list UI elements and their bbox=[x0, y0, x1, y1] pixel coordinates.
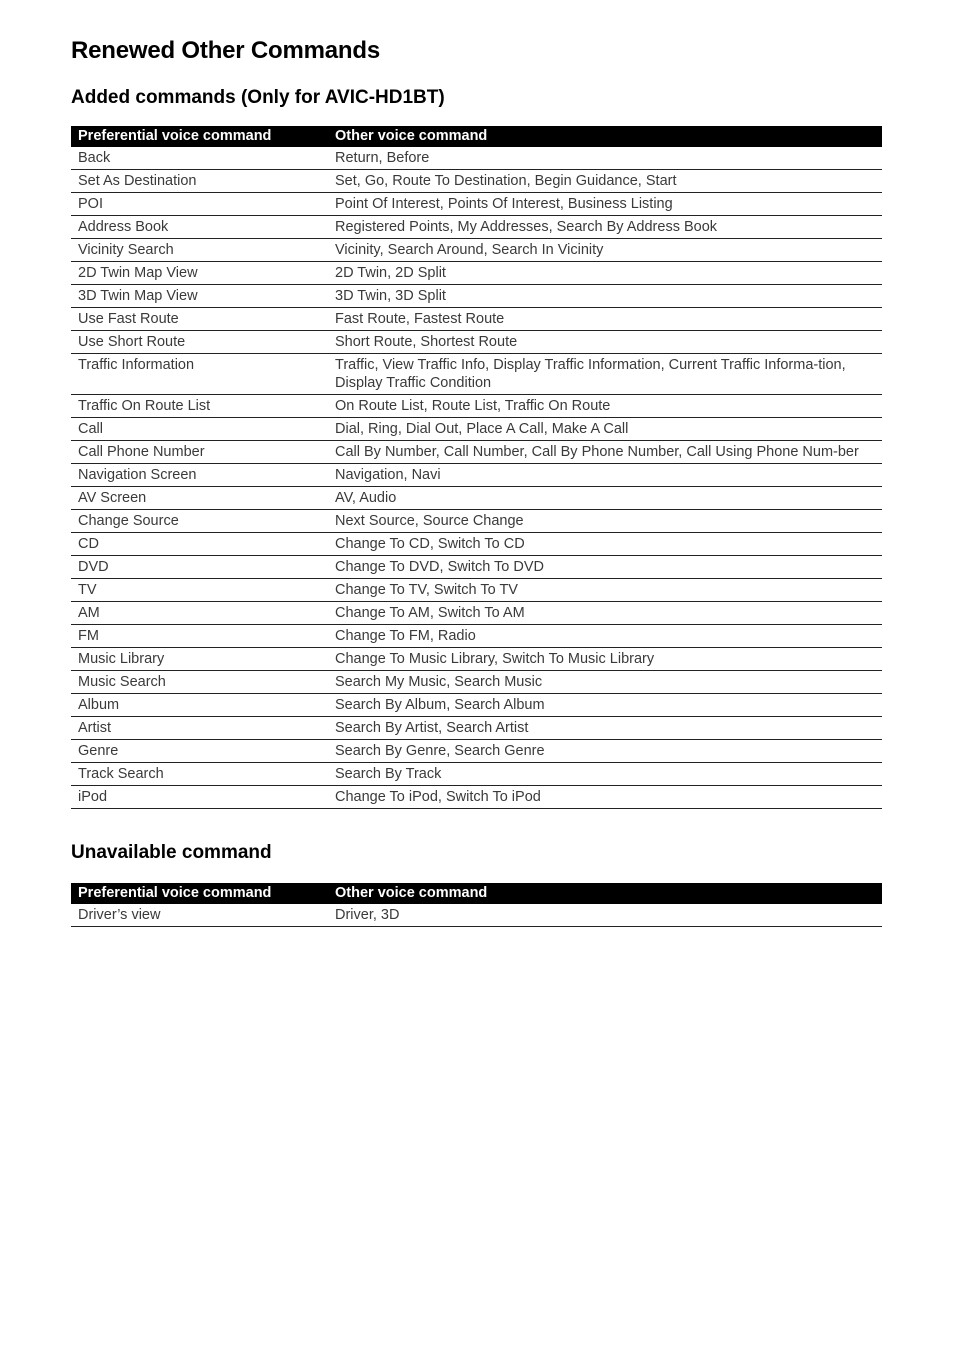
preferential-command-cell: AV Screen bbox=[71, 487, 328, 510]
preferential-command-cell: Call bbox=[71, 418, 328, 441]
table-row bbox=[71, 354, 882, 395]
table-row bbox=[71, 648, 882, 671]
other-command-cell: Call By Number, Call Number, Call By Phone Number, Call Using Phone Num-ber bbox=[328, 441, 882, 464]
other-command-cell: Return, Before bbox=[328, 147, 882, 170]
preferential-command-cell: 2D Twin Map View bbox=[71, 262, 328, 285]
preferential-command-cell: Navigation Screen bbox=[71, 464, 328, 487]
table-row bbox=[71, 216, 882, 239]
other-command-cell: Next Source, Source Change bbox=[328, 510, 882, 533]
other-command-cell: Search By Genre, Search Genre bbox=[328, 740, 882, 763]
other-command-cell: Driver, 3D bbox=[328, 904, 882, 927]
unavailable-command-heading: Unavailable command bbox=[71, 842, 272, 863]
table-row bbox=[71, 694, 882, 717]
unavailable-command-body bbox=[71, 904, 882, 927]
preferential-command-cell: Artist bbox=[71, 717, 328, 740]
other-command-cell: Change To AM, Switch To AM bbox=[328, 602, 882, 625]
table-row bbox=[71, 395, 882, 418]
table-row bbox=[71, 579, 882, 602]
preferential-command-cell: Back bbox=[71, 147, 328, 170]
added-commands-table bbox=[71, 126, 882, 809]
table-row bbox=[71, 763, 882, 786]
other-command-cell: Traffic, View Traffic Info, Display Traffic Information, Current Traffic Informa-tion, Display Traffic Condition bbox=[328, 354, 882, 395]
table-row bbox=[71, 441, 882, 464]
other-command-cell: On Route List, Route List, Traffic On Route bbox=[328, 395, 882, 418]
other-command-cell: Search By Track bbox=[328, 763, 882, 786]
table-row bbox=[71, 418, 882, 441]
other-command-cell: Navigation, Navi bbox=[328, 464, 882, 487]
table-row bbox=[71, 331, 882, 354]
other-command-cell: Set, Go, Route To Destination, Begin Guidance, Start bbox=[328, 170, 882, 193]
table-row bbox=[71, 464, 882, 487]
table-row bbox=[71, 786, 882, 809]
preferential-command-cell: Call Phone Number bbox=[71, 441, 328, 464]
table-row bbox=[71, 533, 882, 556]
preferential-command-cell: DVD bbox=[71, 556, 328, 579]
table-row bbox=[71, 193, 882, 216]
other-command-cell: Change To Music Library, Switch To Music Library bbox=[328, 648, 882, 671]
table-row bbox=[71, 308, 882, 331]
table-row bbox=[71, 487, 882, 510]
table-row bbox=[71, 740, 882, 763]
preferential-command-cell: POI bbox=[71, 193, 328, 216]
preferential-command-cell: Music Library bbox=[71, 648, 328, 671]
table-row bbox=[71, 671, 882, 694]
preferential-command-cell: AM bbox=[71, 602, 328, 625]
other-command-cell: 3D Twin, 3D Split bbox=[328, 285, 882, 308]
other-command-cell: Search By Album, Search Album bbox=[328, 694, 882, 717]
table-row bbox=[71, 147, 882, 170]
other-command-cell: Vicinity, Search Around, Search In Vicinity bbox=[328, 239, 882, 262]
table-row bbox=[71, 262, 882, 285]
unavailable-command-table bbox=[71, 883, 882, 927]
table-row bbox=[71, 285, 882, 308]
column-header: Other voice command bbox=[328, 883, 882, 904]
other-command-cell: Registered Points, My Addresses, Search By Address Book bbox=[328, 216, 882, 239]
preferential-command-cell: Set As Destination bbox=[71, 170, 328, 193]
table-row bbox=[71, 717, 882, 740]
added-commands-heading: Added commands (Only for AVIC-HD1BT) bbox=[71, 87, 445, 108]
table-header-row bbox=[71, 126, 882, 147]
column-header: Preferential voice command bbox=[71, 126, 328, 147]
preferential-command-cell: FM bbox=[71, 625, 328, 648]
other-command-cell: Change To iPod, Switch To iPod bbox=[328, 786, 882, 809]
table-row bbox=[71, 510, 882, 533]
table-row bbox=[71, 556, 882, 579]
preferential-command-cell: Use Fast Route bbox=[71, 308, 328, 331]
preferential-command-cell: Genre bbox=[71, 740, 328, 763]
preferential-command-cell: Driver’s view bbox=[71, 904, 328, 927]
other-command-cell: Dial, Ring, Dial Out, Place A Call, Make A Call bbox=[328, 418, 882, 441]
column-header: Preferential voice command bbox=[71, 883, 328, 904]
preferential-command-cell: Change Source bbox=[71, 510, 328, 533]
table-row bbox=[71, 170, 882, 193]
preferential-command-cell: Traffic On Route List bbox=[71, 395, 328, 418]
preferential-command-cell: Album bbox=[71, 694, 328, 717]
preferential-command-cell: iPod bbox=[71, 786, 328, 809]
preferential-command-cell: Track Search bbox=[71, 763, 328, 786]
preferential-command-cell: CD bbox=[71, 533, 328, 556]
preferential-command-cell: Use Short Route bbox=[71, 331, 328, 354]
other-command-cell: 2D Twin, 2D Split bbox=[328, 262, 882, 285]
table-row bbox=[71, 239, 882, 262]
column-header: Other voice command bbox=[328, 126, 882, 147]
other-command-cell: Short Route, Shortest Route bbox=[328, 331, 882, 354]
preferential-command-cell: 3D Twin Map View bbox=[71, 285, 328, 308]
other-command-cell: Search By Artist, Search Artist bbox=[328, 717, 882, 740]
other-command-cell: Search My Music, Search Music bbox=[328, 671, 882, 694]
other-command-cell: Fast Route, Fastest Route bbox=[328, 308, 882, 331]
preferential-command-cell: Vicinity Search bbox=[71, 239, 328, 262]
table-row bbox=[71, 625, 882, 648]
other-command-cell: Change To FM, Radio bbox=[328, 625, 882, 648]
table-row bbox=[71, 904, 882, 927]
page-title: Renewed Other Commands bbox=[71, 37, 380, 64]
other-command-cell: Change To DVD, Switch To DVD bbox=[328, 556, 882, 579]
preferential-command-cell: Music Search bbox=[71, 671, 328, 694]
preferential-command-cell: Address Book bbox=[71, 216, 328, 239]
preferential-command-cell: TV bbox=[71, 579, 328, 602]
other-command-cell: Point Of Interest, Points Of Interest, Business Listing bbox=[328, 193, 882, 216]
table-header-row bbox=[71, 883, 882, 904]
table-row bbox=[71, 602, 882, 625]
added-commands-body bbox=[71, 147, 882, 809]
other-command-cell: Change To CD, Switch To CD bbox=[328, 533, 882, 556]
other-command-cell: AV, Audio bbox=[328, 487, 882, 510]
other-command-cell: Change To TV, Switch To TV bbox=[328, 579, 882, 602]
preferential-command-cell: Traffic Information bbox=[71, 354, 328, 395]
